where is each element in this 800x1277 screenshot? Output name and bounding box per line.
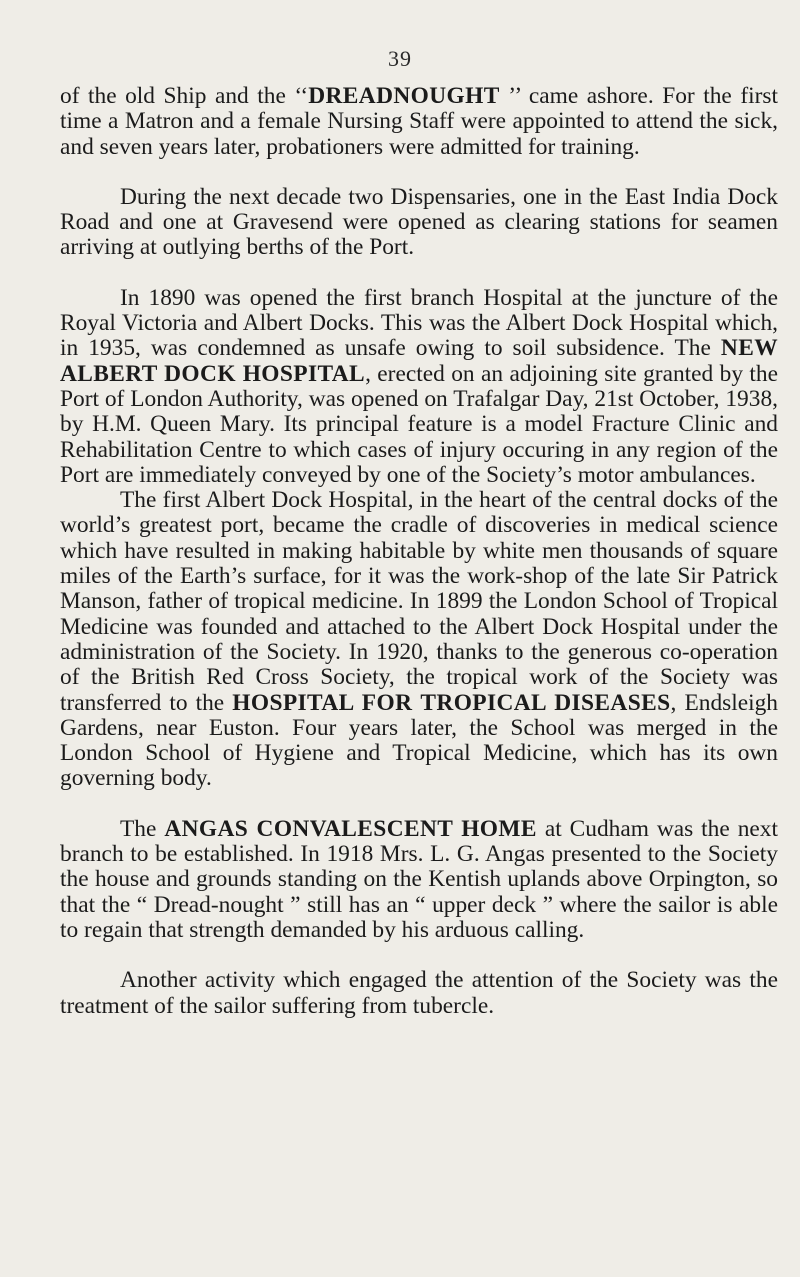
text-run: , erected on an adjoining site granted by the Port of London Authority, was opened on Trafalgar Day, 21st October, 1938, by H.M. Queen Mary. Its principal feature is a model Fracture Clinic and Rehabilitation Centre to which cases of injury occuring in any region of the Port are immediately conveyed by one of the Society’s motor ambulances. — [60, 360, 778, 488]
paragraph-angas-home — [60, 817, 778, 943]
text-run: at Cudham was the next branch to be established. In 1918 Mrs. L. G. Angas presented to the Society the house and grounds standing on the Kentish uplands above Orpington, so that the “ Dread-nought ” still has an “ upper deck ” where the sailor is able to regain that strength demanded by his arduous calling. — [60, 815, 778, 943]
page-number: 39 — [388, 46, 412, 71]
text-run: ’’ came ashore. For the first time a Matron and a female Nursing Staff were appointed to attend the sick, and seven years later, probationers were admitted for training. — [60, 83, 778, 160]
text-run: of the old Ship and the ‘‘ — [60, 83, 309, 109]
emphasis-hospital-tropical-diseases: HOSPITAL FOR TROPICAL DISEASES — [232, 689, 671, 716]
paragraph-tubercle — [60, 968, 778, 1019]
paragraph-albert-dock-hospital — [60, 286, 778, 488]
paragraph-dreadnought-ashore — [60, 84, 778, 160]
emphasis-angas-convalescent-home: ANGAS CONVALESCENT HOME — [164, 815, 537, 842]
paragraph-tropical-medicine — [60, 488, 778, 792]
body-text — [60, 84, 778, 1019]
text-run: The first Albert Dock Hospital, in the heart of the central docks of the world’s greatest port, became the cradle of discoveries in medical science which have resulted in making habitable by white men thousands of square miles of the Earth’s surface, for it was the work-shop of the late Sir Patrick Manson, father of tropical medicine. In 1899 the London School of Tropical Medicine was founded and attached to the Albert Dock Hospital under the administration of the Society. In 1920, thanks to the generous co-operation of the British Red Cross Society, the tropical work of the Society was transferred to the — [60, 487, 778, 716]
text-run: During the next decade two Dispensaries, one in the East India Dock Road and one at Gravesend were opened as clearing stations for seamen arriving at outlying berths of the Port. — [60, 183, 778, 261]
emphasis-dreadnought: DREADNOUGHT — [308, 83, 500, 109]
text-run: The — [120, 815, 165, 842]
paragraph-dispensaries — [60, 185, 778, 261]
emphasis-new-albert-dock-hospital: NEW ALBERT DOCK HOSPITAL — [60, 335, 778, 387]
text-run: Another activity which engaged the attention of the Society was the treatment of the sailor suffering from tubercle. — [60, 967, 778, 1019]
text-run: In 1890 was opened the first branch Hospital at the juncture of the Royal Victoria and Albert Docks. This was the Albert Dock Hospital which, in 1935, was condemned as unsafe owing to soil subsidence. The — [60, 284, 778, 362]
text-run: , Endsleigh Gardens, near Euston. Four years later, the School was merged in the London School of Hygiene and Tropical Medicine, which has its own governing body. — [60, 689, 779, 792]
